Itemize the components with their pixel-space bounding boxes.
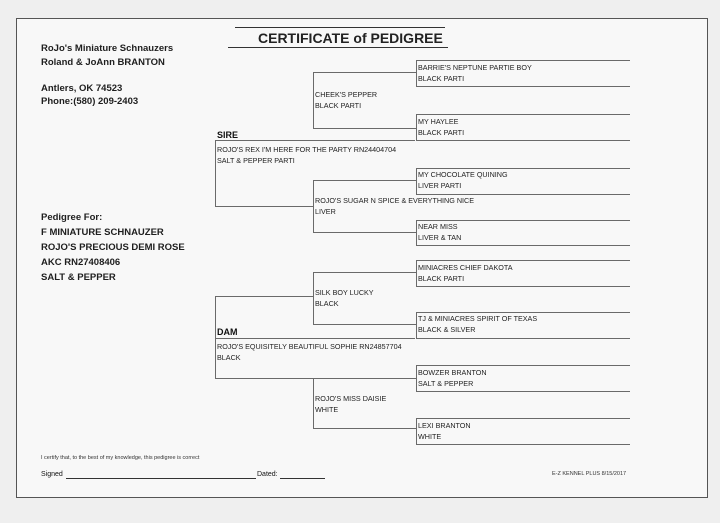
ddd-name: LEXI BRANTON xyxy=(418,421,471,430)
dsd-top xyxy=(416,312,630,313)
dated-line xyxy=(280,478,325,479)
pedigree-registration: AKC RN27408406 xyxy=(41,257,121,268)
ssd-color: BLACK PARTI xyxy=(418,128,465,137)
owner-names: Roland & JoAnn BRANTON xyxy=(41,57,165,68)
sd-name: ROJO'S SUGAR N SPICE & EVERYTHING NICE xyxy=(315,196,474,205)
software-stamp: E-Z KENNEL PLUS 8/15/2017 xyxy=(552,471,627,477)
ssd-bottom xyxy=(416,140,630,141)
signed-label: Signed xyxy=(41,471,63,478)
dds-color: SALT & PEPPER xyxy=(418,379,474,388)
dds-top xyxy=(416,365,630,366)
sds-color: LIVER PARTI xyxy=(418,181,462,190)
sdd-bottom xyxy=(416,245,630,246)
dsd-bottom xyxy=(416,338,630,339)
sdd-v xyxy=(416,220,417,245)
sire-bracket-bottom xyxy=(215,206,313,207)
dam-bracket-v2 xyxy=(215,338,216,378)
ds-color: BLACK xyxy=(315,299,339,308)
breeder-phone: Phone:(580) 209-2403 xyxy=(41,96,139,107)
ddd-bottom xyxy=(416,444,630,445)
sdd-color: LIVER & TAN xyxy=(418,233,462,242)
ss-name: CHEEK'S PEPPER xyxy=(315,90,378,99)
sss-bottom xyxy=(416,86,630,87)
ddd-v xyxy=(416,418,417,444)
dam-label: DAM xyxy=(217,327,238,337)
dam-name: ROJO'S EQUISITELY BEAUTIFUL SOPHIE RN24857704 xyxy=(217,342,402,351)
ssd-v xyxy=(416,114,417,140)
certificate-title: CERTIFICATE of PEDIGREE xyxy=(258,30,443,46)
ssd-top xyxy=(416,114,630,115)
sds-bottom xyxy=(416,194,630,195)
dss-bottom xyxy=(416,286,630,287)
dds-v xyxy=(416,365,417,391)
dam-line xyxy=(215,338,415,339)
sds-name: MY CHOCOLATE QUINING xyxy=(418,170,508,179)
sd-line xyxy=(313,180,416,181)
dd-line xyxy=(313,378,416,379)
sss-name: BARRIE'S NEPTUNE PARTIE BOY xyxy=(418,63,532,72)
ss-color: BLACK PARTI xyxy=(315,101,362,110)
dd-name: ROJO'S MISS DAISIE xyxy=(315,394,387,403)
sire-name: ROJO'S REX I'M HERE FOR THE PARTY RN24404704 xyxy=(217,145,397,154)
dss-top xyxy=(416,260,630,261)
dam-bracket-v xyxy=(215,296,216,338)
dds-name: BOWZER BRANTON xyxy=(418,368,487,377)
ds-name: SILK BOY LUCKY xyxy=(315,288,374,297)
breeder-city: Antlers, OK 74523 xyxy=(41,83,123,94)
ss-bracket-bottom xyxy=(313,128,416,129)
title-rule-bottom xyxy=(228,47,448,48)
sd-bracket-bottom xyxy=(313,232,416,233)
sire-bracket-v xyxy=(215,140,216,206)
dam-bracket-top xyxy=(215,296,313,297)
sire-label: SIRE xyxy=(217,130,239,140)
pedigree-dog-color: SALT & PEPPER xyxy=(41,272,116,283)
dam-bracket-bottom xyxy=(215,378,313,379)
dd-color: WHITE xyxy=(315,405,339,414)
pedigree-sex-breed: F MINIATURE SCHNAUZER xyxy=(41,227,164,238)
dd-bracket-v xyxy=(313,378,314,428)
sire-line xyxy=(215,140,415,141)
dss-color: BLACK PARTI xyxy=(418,274,465,283)
sdd-name: NEAR MISS xyxy=(418,222,458,231)
ds-bracket-v xyxy=(313,272,314,324)
pedigree-dog-name: ROJO'S PRECIOUS DEMI ROSE xyxy=(41,242,185,253)
sss-v xyxy=(416,60,417,86)
kennel-name: RoJo's Miniature Schnauzers xyxy=(41,43,174,54)
signed-line xyxy=(66,478,256,479)
dam-color: BLACK xyxy=(217,353,241,362)
sss-top xyxy=(416,60,630,61)
dated-label: Dated: xyxy=(257,471,278,478)
sds-v xyxy=(416,168,417,194)
dd-bracket-bottom xyxy=(313,428,416,429)
ds-bracket-bottom xyxy=(313,324,416,325)
dsd-color: BLACK & SILVER xyxy=(418,325,476,334)
sd-color: LIVER xyxy=(315,207,336,216)
sds-top xyxy=(416,168,630,169)
ssd-name: MY HAYLEE xyxy=(418,117,459,126)
dsd-name: TJ & MINIACRES SPIRIT OF TEXAS xyxy=(418,314,538,323)
sdd-top xyxy=(416,220,630,221)
title-rule-top xyxy=(235,27,445,28)
ss-bracket-v xyxy=(313,72,314,128)
pedigree-for-label: Pedigree For: xyxy=(41,212,103,223)
dss-v xyxy=(416,260,417,286)
dsd-v xyxy=(416,312,417,338)
sire-color: SALT & PEPPER PARTI xyxy=(217,156,295,165)
certify-statement: I certify that, to the best of my knowledge, this pedigree is correct xyxy=(41,455,200,461)
sd-bracket-v xyxy=(313,180,314,232)
sss-color: BLACK PARTI xyxy=(418,74,465,83)
ss-line xyxy=(313,72,416,73)
ds-line xyxy=(313,272,416,273)
ddd-top xyxy=(416,418,630,419)
ddd-color: WHITE xyxy=(418,432,442,441)
dds-bottom xyxy=(416,391,630,392)
dss-name: MINIACRES CHIEF DAKOTA xyxy=(418,263,513,272)
